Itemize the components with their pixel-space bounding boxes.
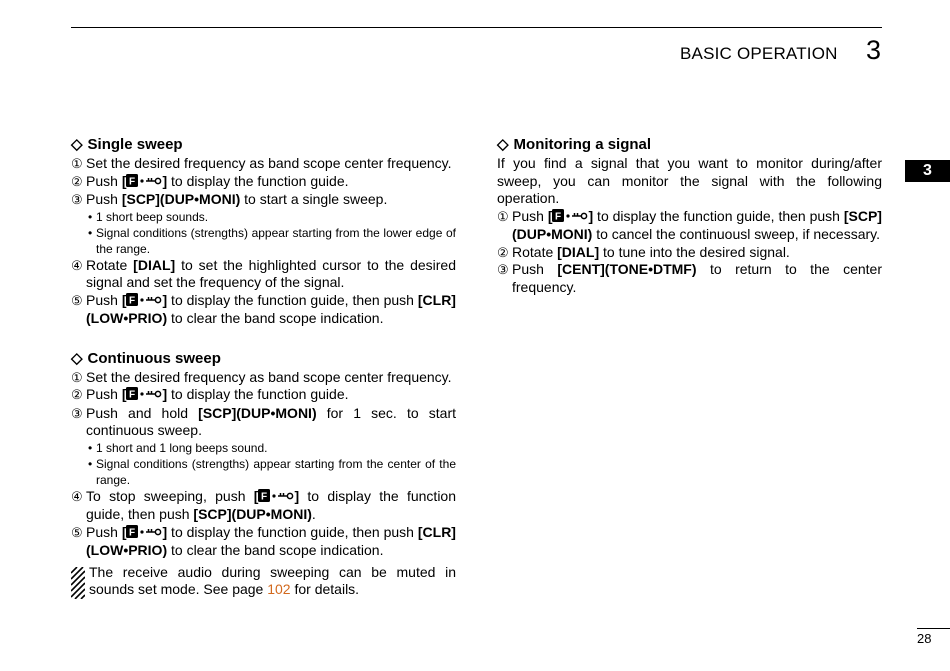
svg-text:F: F xyxy=(129,295,136,306)
note: The receive audio during sweeping can be muted in sounds set mode. See page 102 for details. xyxy=(71,564,456,599)
continuous-sweep-heading: ◇ Continuous sweep xyxy=(71,349,221,367)
f-key-icon xyxy=(126,174,162,192)
single-step-4: ④ Rotate [DIAL] to set the highlighted cursor to the desired signal and set the frequency of the signal. xyxy=(71,256,456,290)
svg-text:F: F xyxy=(129,176,136,187)
right-column xyxy=(497,136,882,296)
page-section-title: BASIC OPERATION xyxy=(680,44,838,63)
single-step-5: ⑤ Push [ F ] to display the function guide, then push [CLR](LOW•PRIO) to clear the band scope indication. xyxy=(71,291,456,326)
monitoring-intro: If you find a signal that you want to monitor during/after sweep, you can monitor the signal with the following operation. xyxy=(497,155,882,206)
single-sweep-heading: ◇ Single sweep xyxy=(71,136,183,153)
f-key-icon xyxy=(258,489,294,507)
monitoring-step-2: ② Rotate [DIAL] to tune into the desired signal. xyxy=(497,243,790,260)
single-step-2: ② Push [ F ] to display the function guide. xyxy=(71,173,456,192)
diamond-icon: ◇ xyxy=(497,136,509,153)
f-key-icon xyxy=(126,293,162,311)
svg-text:F: F xyxy=(261,491,268,502)
page-number-rule xyxy=(917,628,950,629)
chapter-side-tab[interactable]: 3 xyxy=(905,160,950,182)
f-key-icon xyxy=(126,387,162,405)
note-hatch-icon xyxy=(71,567,85,599)
f-key-icon xyxy=(126,525,162,543)
left-column xyxy=(71,136,456,599)
diamond-icon: ◇ xyxy=(71,136,83,153)
continuous-step-4: ④ To stop sweeping, push [ F ] to display the function guide, then push [SCP](DUP•MONI). xyxy=(71,487,456,522)
single-step-1: ① Set the desired frequency as band scope center frequency. xyxy=(71,155,452,171)
monitoring-heading: ◇ Monitoring a signal xyxy=(497,136,652,153)
page-link[interactable]: 102 xyxy=(267,581,291,597)
single-bullet-1: • 1 short beep sounds. xyxy=(88,209,209,224)
continuous-step-1: ① Set the desired frequency as band scope center frequency. xyxy=(71,368,452,385)
svg-text:F: F xyxy=(129,389,136,400)
diamond-icon: ◇ xyxy=(71,349,83,367)
continuous-step-2: ② Push [ F ] to display the function guide. xyxy=(71,386,456,405)
svg-text:F: F xyxy=(129,527,136,538)
header-rule xyxy=(71,27,882,28)
f-key-icon xyxy=(552,209,588,227)
monitoring-step-3: ③ Push [CENT](TONE•DTMF) to return to the center frequency. xyxy=(497,261,882,295)
svg-text:F: F xyxy=(555,211,562,222)
single-step-3: ③ Push [SCP](DUP•MONI) to start a single sweep. xyxy=(71,191,388,207)
continuous-step-5: ⑤ Push [ F ] to display the function guide, then push [CLR](LOW•PRIO) to clear the band scope indication. xyxy=(71,523,456,558)
continuous-step-3: ③ Push and hold [SCP](DUP•MONI) for 1 sec. to start continuous sweep. xyxy=(71,404,457,438)
single-bullet-2: • Signal conditions (strengths) appear starting from the lower edge of the range. xyxy=(88,225,456,256)
continuous-bullet-2: • Signal conditions (strengths) appear starting from the center of the range. xyxy=(88,456,456,487)
continuous-bullet-1: • 1 short and 1 long beeps sound. xyxy=(88,440,268,455)
chapter-number: 3 xyxy=(866,35,882,65)
page-number: 28 xyxy=(917,631,932,646)
monitoring-step-1: ① Push [ F ] to display the function guide, then push [SCP](DUP•MONI) to cancel the continuousl sweep, if necessary. xyxy=(497,207,882,242)
